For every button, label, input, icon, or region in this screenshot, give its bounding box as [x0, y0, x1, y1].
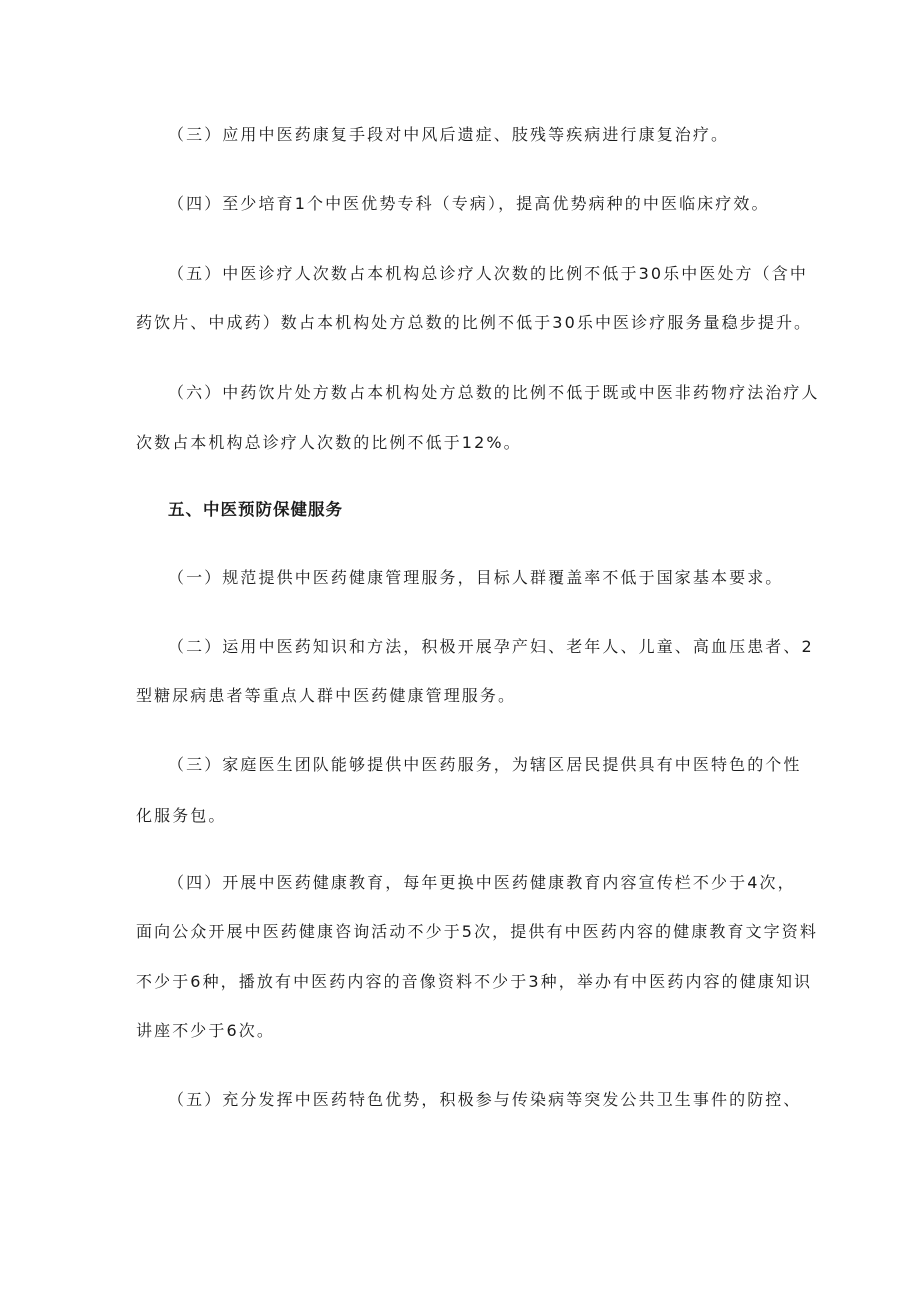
paragraph-line: 讲座不少于6次。 [136, 1021, 275, 1040]
paragraph-line: （五）中医诊疗人次数占本机构总诊疗人次数的比例不低于30乐中医处方（含中 [168, 264, 808, 283]
paragraph-line: （六）中药饮片处方数占本机构处方总数的比例不低于既或中医非药物疗法治疗人 [168, 383, 820, 402]
paragraph-line: 药饮片、中成药）数占本机构处方总数的比例不低于30乐中医诊疗服务量稳步提升。 [136, 313, 813, 332]
paragraph-line: 不少于6种，播放有中医药内容的音像资料不少于3种，举办有中医药内容的健康知识 [136, 972, 813, 991]
paragraph-line: 面向公众开展中医药健康咨询活动不少于5次，提供有中医药内容的健康教育文字资料 [136, 922, 818, 941]
paragraph-line: （四）开展中医药健康教育，每年更换中医药健康教育内容宣传栏不少于4次， [168, 873, 796, 892]
paragraph-line: （二）运用中医药知识和方法，积极开展孕产妇、老年人、儿童、高血压患者、2 [168, 637, 814, 656]
paragraph-line: （一）规范提供中医药健康管理服务，目标人群覆盖率不低于国家基本要求。 [168, 568, 784, 587]
paragraph-line: （三）家庭医生团队能够提供中医药服务，为辖区居民提供具有中医特色的个性 [168, 755, 802, 774]
section-heading: 五、中医预防保健服务 [168, 500, 343, 519]
paragraph-line: 化服务包。 [136, 806, 227, 825]
paragraph-line: 次数占本机构总诊疗人次数的比例不低于12%。 [136, 433, 522, 452]
paragraph-line: （五）充分发挥中医药特色优势，积极参与传染病等突发公共卫生事件的防控、 [168, 1090, 802, 1109]
paragraph-line: （三）应用中医药康复手段对中风后遗症、肢残等疾病进行康复治疗。 [168, 125, 730, 144]
paragraph-line: 型糖尿病患者等重点人群中医药健康管理服务。 [136, 686, 517, 705]
paragraph-line: （四）至少培育1个中医优势专科（专病），提高优势病种的中医临床疗效。 [168, 194, 770, 213]
